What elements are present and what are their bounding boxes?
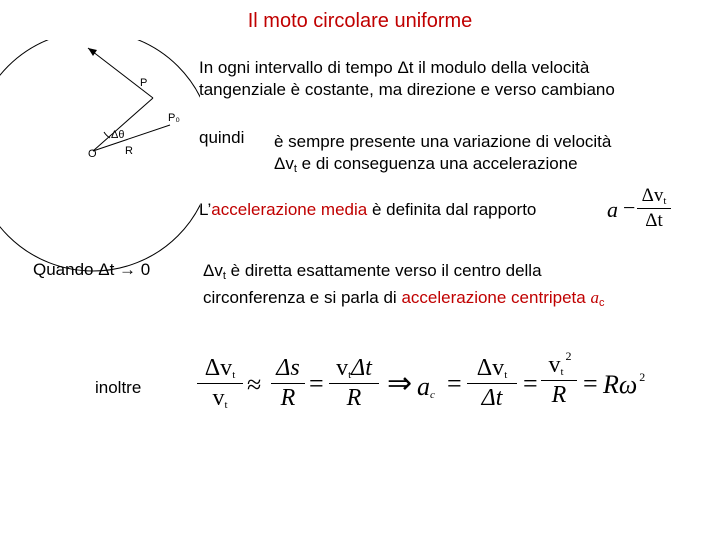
f2-fraction: Δs R [271,355,305,412]
circle-outline [0,40,200,271]
paragraph-centripetal [203,260,604,314]
f1-fraction: $\Delta v_t$ $v_t$ [197,355,243,412]
arrow-head [88,48,97,56]
radius-op [93,98,153,151]
paragraph-velocity [199,57,689,101]
para4-line2: circonferenza e si parla di accelerazione centripeta $a_c$ [203,288,605,309]
label-dtheta: Δθ [111,129,125,141]
angle-arc [104,132,110,138]
label-p0: P₀ [168,112,180,124]
para2-line2: $\Delta v_t$ e di conseguenza una accelerazione [274,154,578,175]
ac-symbol: $a_c$ [417,372,435,401]
label-quindi: quindi [199,128,245,147]
para1-line2: tangenziale è costante, ma direzione e verso cambiano [199,80,615,99]
page-title: Il moto circolare uniforme [247,10,473,32]
label-when-dt-to-zero: Quando Δt → 0 [33,260,151,279]
tangent-velocity-arrow [88,48,153,98]
r-omega: Rω $^2$ [603,370,646,399]
paragraph-variation [274,131,611,180]
f3-fraction: $v_t\Delta t$ R [329,355,379,412]
f4-fraction: $\Delta v_t$ Δt [467,355,517,412]
circle-diagram [0,40,200,280]
f5-fraction: $v_t^2$ R [541,352,577,409]
label-r: R [125,145,133,157]
formula-centripetal: $\Delta v_t$ $v_t$ ≈ Δs R = $v_t\Delta t$ R ⇒ $a_c$ = $\Delta v_t$ Δt = $v_t^2$ R = Rω $^2$ [195,350,665,430]
label-o: O [88,148,97,160]
para2-line1: è sempre presente una variazione di velocità [274,132,612,151]
label-p: P [140,77,148,89]
avg-fraction: $\Delta v_t$ Δt [637,185,671,232]
formula-average-acceleration: a − $\Delta v_t$ Δt [597,183,677,238]
para1-line1: In ogni intervallo di tempo Δt il modulo della velocità [199,58,590,77]
paragraph-average-acceleration: L’accelerazione media è definita dal rapporto [199,200,537,219]
para4-line1: $\Delta v_t$ è diretta esattamente verso il centro della [203,261,542,282]
label-inoltre: inoltre [95,378,142,397]
